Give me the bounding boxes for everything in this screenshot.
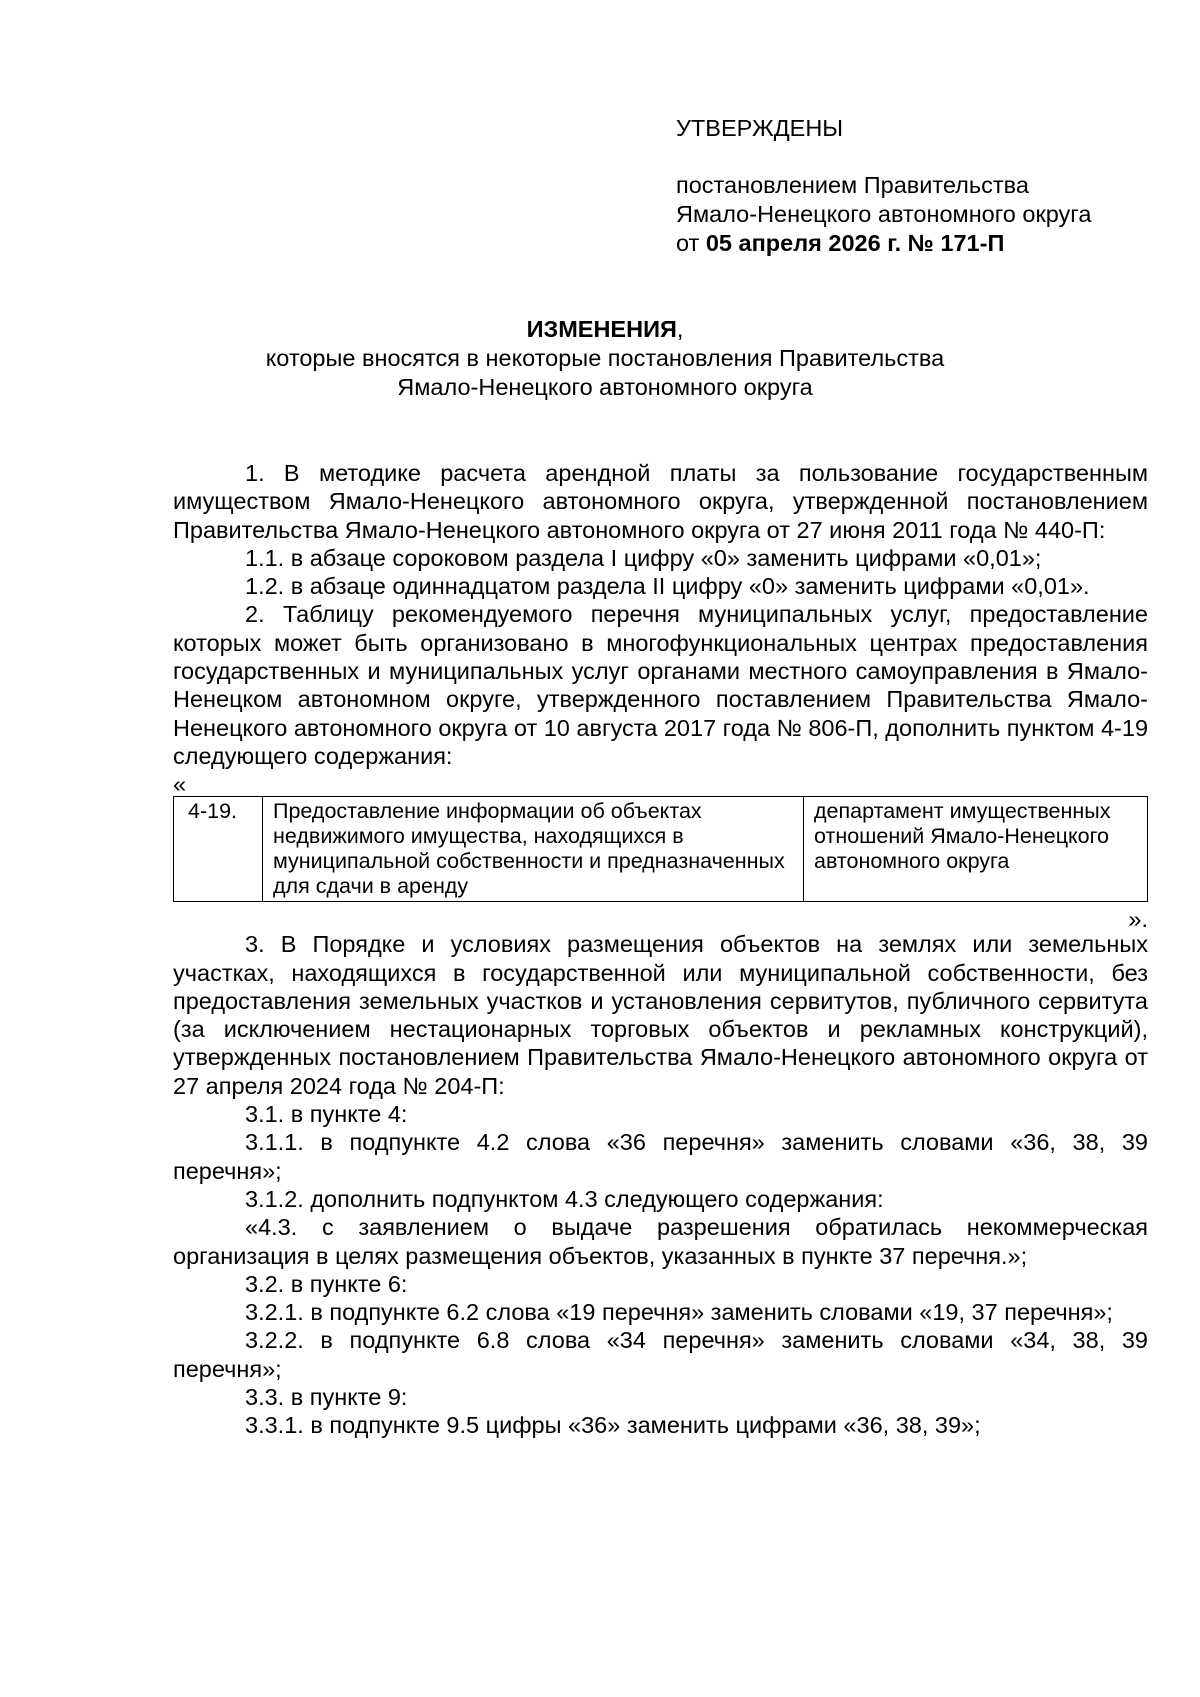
document-title [170, 315, 1040, 402]
approval-date-prefix: от [676, 230, 700, 256]
paragraph-3-3-1: 3.3.1. в подпункте 9.5 цифры «36» заменить цифрами «36, 38, 39»; [245, 1412, 981, 1439]
approval-label: УТВЕРЖДЕНЫ [676, 115, 844, 141]
service-authority-cell: департамент имущественных отношений Ямало-Ненецкого автономного округа [804, 797, 1148, 902]
paragraph-3-2: 3.2. в пункте 6: [245, 1270, 408, 1297]
table-row [174, 797, 1148, 902]
quote-open-mark: « [173, 771, 187, 798]
title-line-2: которые вносятся в некоторые постановления Правительства [265, 345, 945, 371]
spacer [676, 143, 1166, 171]
paragraph-3-3: 3.3. в пункте 9: [245, 1384, 408, 1411]
title-heading: ИЗМЕНЕНИЯ [526, 316, 677, 342]
document-body [173, 459, 1148, 1440]
title-line-1 [170, 315, 1040, 344]
paragraph-3-1: 3.1. в пункте 4: [245, 1101, 408, 1128]
paragraph-3-2-2: 3.2.2. в подпункте 6.8 слова «34 перечня» заменить словами «34, 38, 39 перечня»; [173, 1327, 1148, 1382]
paragraph-4-3-quote: «4.3. с заявлением о выдаче разрешения обратилась некоммерческая организация в целях размещения объектов, указанных в пункте 37 перечня.»; [173, 1214, 1148, 1269]
approval-stamp [676, 114, 1166, 258]
approval-date-number: 05 апреля 2026 г. № 171-П [705, 230, 1005, 256]
title-comma: , [676, 316, 684, 342]
services-table [173, 796, 1148, 902]
quote-close-mark: ». [1128, 906, 1148, 933]
title-line-3: Ямало-Ненецкого автономного округа [397, 374, 813, 400]
paragraph-3-2-1: 3.2.1. в подпункте 6.2 слова «19 перечня» заменить словами «19, 37 перечня»; [245, 1299, 1113, 1326]
paragraph-2: 2. Таблицу рекомендуемого перечня муниципальных услуг, предоставление которых может быть организовано в многофункциональных центрах предоставления государственных и муниципальных услуг органами местного самоуправления в Ямало-Ненецком автономном округе, утвержденного поставлением Правительства Ямало-Ненецкого автономного округа от 10 августа 2017 года № 806-П, дополнить пунктом 4-19 следующего содержания: [173, 601, 1149, 769]
service-number-cell: 4-19. [174, 797, 263, 902]
approval-line-1: постановлением Правительства [676, 172, 1029, 198]
approval-line-2: Ямало-Ненецкого автономного округа [676, 201, 1092, 227]
approval-date-line [676, 229, 1166, 258]
paragraph-3-1-2: 3.1.2. дополнить подпунктом 4.3 следующего содержания: [245, 1185, 884, 1212]
service-name-cell: Предоставление информации об объектах недвижимого имущества, находящихся в муниципальной собственности и предназначенных для сдачи в аренду [263, 797, 804, 902]
paragraph-1-1: 1.1. в абзаце сороковом раздела I цифру «0» заменить цифрами «0,01»; [245, 544, 1042, 571]
paragraph-1-2: 1.2. в абзаце одиннадцатом раздела II цифру «0» заменить цифрами «0,01». [245, 573, 1090, 600]
paragraph-1: 1. В методике расчета арендной платы за пользование государственным имуществом Ямало-Ненецкого автономного округа, утвержденной постановлением Правительства Ямало-Ненецкого автономного округа от 27 июня 2011 года № 440-П: [173, 460, 1148, 543]
paragraph-3-1-1: 3.1.1. в подпункте 4.2 слова «36 перечня» заменить словами «36, 38, 39 перечня»; [173, 1129, 1148, 1184]
paragraph-3: 3. В Порядке и условиях размещения объектов на землях или земельных участках, находящихся в государственной или муниципальной собственности, без предоставления земельных участков и установления сервитутов, публичного сервитута (за исключением нестационарных торговых объектов и рекламных конструкций), утвержденных постановлением Правительства Ямало-Ненецкого автономного округа от 27 апреля 2024 года № 204-П: [173, 931, 1148, 1099]
